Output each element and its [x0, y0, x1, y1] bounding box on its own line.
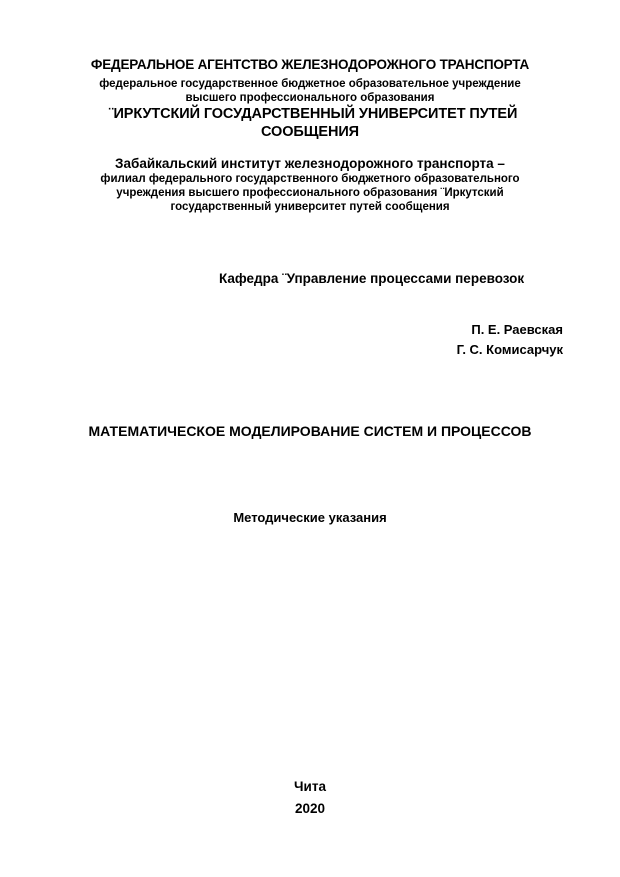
institution-type-line-2: высшего профессионального образования: [185, 92, 435, 104]
author-2: Г. С. Комисарчук: [456, 342, 563, 357]
author-1: П. Е. Раевская: [471, 322, 563, 337]
branch-description-line-1: филиал федерального государственного бюджетного образовательного: [100, 173, 520, 185]
document-title: МАТЕМАТИЧЕСКОЕ МОДЕЛИРОВАНИЕ СИСТЕМ И ПРОЦЕССОВ: [88, 423, 532, 439]
publication-city: Чита: [294, 779, 326, 794]
branch-description-line-2: учреждения высшего профессионального образования ¨Иркутский: [116, 187, 504, 199]
department-name: Кафедра ¨Управление процессами перевозок: [219, 271, 525, 286]
university-name-line-2: СООБЩЕНИЯ: [261, 124, 359, 140]
agency-name: ФЕДЕРАЛЬНОЕ АГЕНТСТВО ЖЕЛЕЗНОДОРОЖНОГО ТРАНСПОРТА: [90, 57, 530, 72]
branch-title: Забайкальский институт железнодорожного транспорта –: [115, 156, 505, 171]
university-name-line-1: ¨ИРКУТСКИЙ ГОСУДАРСТВЕННЫЙ УНИВЕРСИТЕТ ПУТЕЙ: [108, 106, 518, 122]
branch-description-line-3: государственный университет путей сообщения: [170, 201, 450, 213]
document-subtitle: Методические указания: [233, 510, 387, 525]
institution-type-line-1: федеральное государственное бюджетное образовательное учреждение: [99, 78, 521, 90]
publication-year: 2020: [294, 801, 326, 816]
